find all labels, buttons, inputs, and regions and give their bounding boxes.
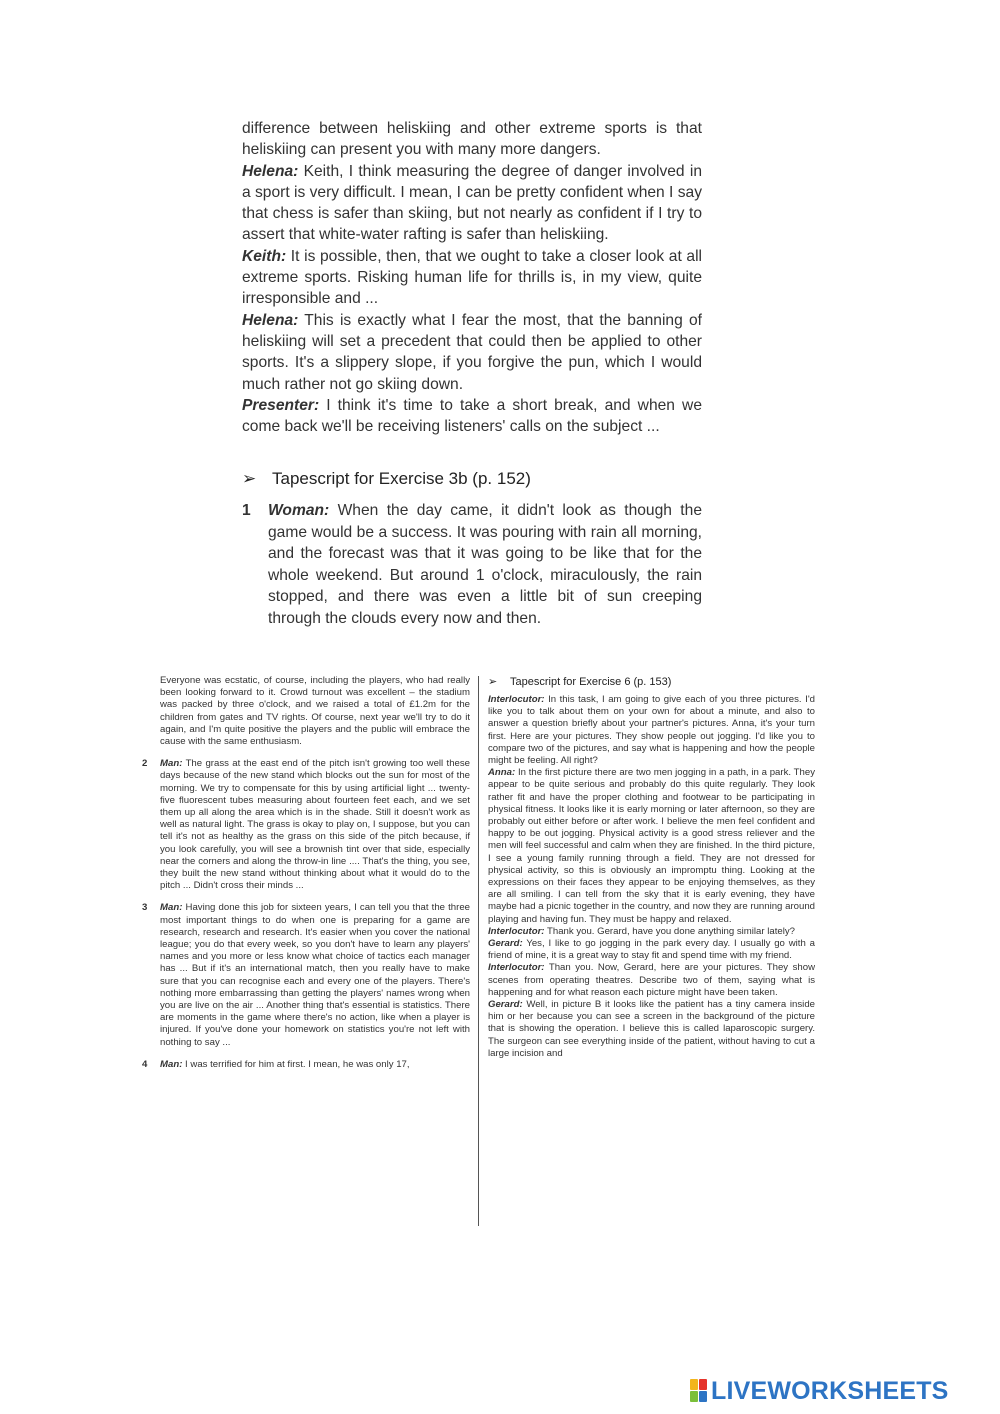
speaker-name: Interlocutor: [488,962,545,974]
item-number: 4 [142,1058,148,1070]
item-4: 4 Man: I was terrified for him at first. I mean, he was only 17, [142,1058,410,1070]
speaker-name: Man: [160,758,183,770]
liveworksheets-logo [690,1377,949,1405]
paragraph: Interlocutor: Thank you. Gerard, have you done anything similar lately? [488,925,795,937]
speaker-name: Interlocutor: [488,694,545,705]
section-title: Tapescript for Exercise 6 (p. 153) [510,676,672,688]
discussion-transcript [242,118,702,437]
paragraph: Gerard: Well, in picture B it looks like the patient has a tiny camera inside him or her because you can see a screen in the background of the picture that is showing the operation. I believe this is called laparoscopic surgery. The surgeon can see everything inside of the patient, without having to cut a large incision and [488,999,815,1059]
item-body: Woman: When the day came, it didn't look as though the game would be a success. It was pouring with rain all morning, and the forecast was that it was going to be like that for the whole weekend. But around 1 o'clock, miraculously, the rain stopped, and there was even a little bit of sun creeping through the clouds every now and then. [268,502,702,627]
speaker-name: Helena: [242,162,299,180]
speaker-name: Gerard: [488,938,523,950]
column-divider [478,676,479,1226]
paragraph: Interlocutor: In this task, I am going to give each of you three pictures. I'd like you to talk about them on your own for about a minute, and also to answer a question briefly about your partner's pictures. Anna, it's your turn first. Here are your pictures. They show people out jogging. I'd like you to compare two of the pictures, and say what is happening and how the people might be feeling. All right? [488,694,815,767]
paragraph: Gerard: Yes, I like to go jogging in the park every day. I usually go with a friend of mine, it is a great way to stay fit and spend time with my friend. [488,938,815,962]
speaker-name: Presenter: [242,396,320,414]
exercise-3b-heading [242,469,712,489]
speaker-name: Helena: [242,311,299,329]
paragraph: Helena: Keith, I think measuring the degree of danger involved in a sport is very difficult. I mean, I can be pretty confident when I say that chess is safer than skiing, but not nearly as confident if I try to assert that white-water rafting is safer than heliskiing. [242,162,702,244]
speaker-name: Woman: [268,502,330,519]
logo-text: LIVEWORKSHEETS [711,1376,949,1405]
paragraph: Keith: It is possible, then, that we ought to take a closer look at all extreme sports. Risking human life for thrills is, in my view, quite irresponsible and ... [242,247,702,308]
logo-mark-icon [690,1379,708,1403]
paragraph: Helena: This is exactly what I fear the most, that the banning of heliskiing will set a precedent that could then be applied to other sports. It's a slippery slope, if you forgive the pun, which I would much rather not go skiing down. [242,311,702,393]
item-2: 2 Man: The grass at the east end of the pitch isn't growing too well these days because of the new stand which blocks out the sun for most of the morning. We try to compensate for this by using artificial light ... twenty-five fluorescent tubes measuring about fourteen feet each, and we set them up all along the area which is in the shade. Still it doesn't work as well as natural light. The grass is okay to play on, I suppose, but you can tell it's not as healthy as the grass on this side of the pitch because, if you look carefully, you will see a brownish tint over that side, especially near the corners and along the throw-in line .... That's the thing, you see, they built the new stand without thinking about what it would do to the pitch ... Didn't cross their minds ... [142,758,470,892]
item-1-continued: Everyone was ecstatic, of course, including the players, who had really been looking forward to it. Crowd turnout was excellent – the stadium was packed by three o'clock, and we raised a total of £1.2m for the children from gates and TV rights. Of course, next year we'll try to do it again, and I'm quite positive the players and the public will embrace the cause with the same enthusiasm. [160,675,470,748]
speaker-name: Gerard: [488,999,523,1011]
speaker-name: Keith: [242,247,287,265]
item-3: 3 Man: Having done this job for sixteen years, I can tell you that the three most important things to do when one is preparing for a game are research, research and research. It's easier when you cover the national league; you do that every week, so you don't have to learn any players' names and you more or less know what choice of tactics each manager has ... But if it's an international match, then you really have to make sure that you can recognise each and every one of the players. There's nothing more embarrassing than getting the players' names wrong when you are live on the air ... Another thing that's essential is statistics. There are moments in the game where there's no action, like when a player is injured. If you've done your homework on statistics you're not left with nothing to say ... [142,902,470,1048]
speaker-name: Anna: [488,767,516,779]
speaker-name: Man: [160,1058,183,1070]
speaker-name: Man: [160,902,183,914]
arrow-icon: ➢ [242,469,257,488]
paragraph: Presenter: I think it's time to take a short break, and when we come back we'll be receiving listeners' calls on the subject ... [242,396,702,436]
exercise-6-heading [488,675,815,690]
paragraph: Anna: In the first picture there are two men jogging in a path, in a park. They appear to be quite serious and probably do this quite regularly. They look rather fit and have the proper clothing and footwear to be participating in physical fitness. It looks like it is early morning or later afternoon, so they are probably out either before or after work. I believe the men feel confident and happy to be out jogging. Physical activity is a good stress reliever and the men will feel successful and calm when they are finished. In the third picture, I see a young family running through a field. They are not dressed for physical activity, so this is obviously an impromptu thing. Looking at the expressions on their faces they appear to be enjoying themselves, as they are all smiling. I can tell from the sky that it is early evening, they have maybe had a picnic together in the country, and now they are running around playing and having fun. They must be happy and relaxed. [488,767,815,925]
exercise-3b-item-1 [242,500,702,629]
item-number: 2 [142,758,148,770]
paragraph: Interlocutor: Than you. Now, Gerard, here are your pictures. They show scenes from operating theatres. Describe two of them, saying what is happening and for what reason each picture might have been taken. [488,962,815,998]
item-number: 3 [142,902,148,914]
section-title: Tapescript for Exercise 3b (p. 152) [272,469,531,488]
right-column [488,675,815,1060]
arrow-icon: ➢ [488,676,498,688]
item-number: 1 [242,502,251,519]
speaker-name: Interlocutor: [488,925,545,937]
paragraph: difference between heliskiing and other extreme sports is that heliskiing can present you with many more dangers. [242,120,702,159]
left-column [142,675,470,1071]
